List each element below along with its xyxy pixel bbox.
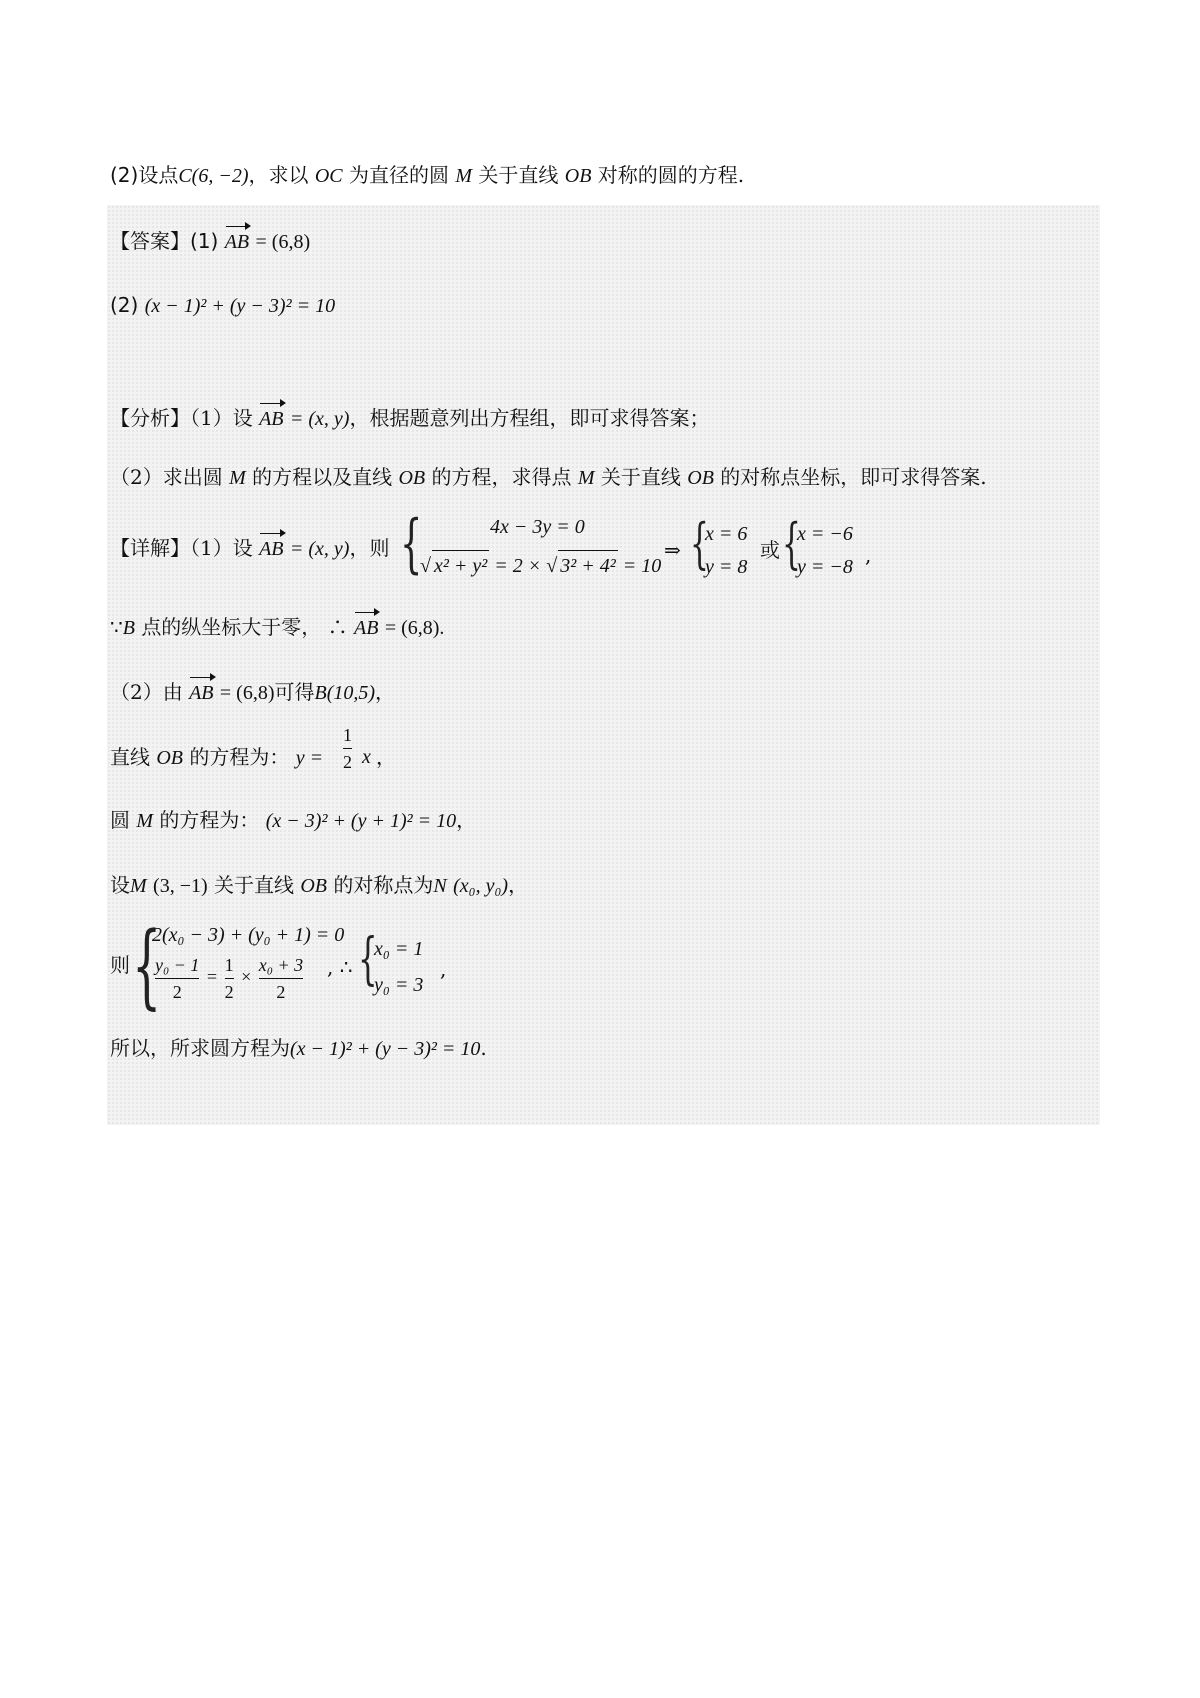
fraction-denominator: 2	[172, 982, 182, 1002]
detail-text: （1）设	[190, 536, 253, 560]
point-c: C(6, −2)	[178, 165, 249, 187]
fraction-denominator: 2	[343, 752, 352, 772]
circle-m: M	[136, 810, 154, 832]
line-ob: OB	[398, 467, 426, 489]
final-equation: (x − 1)² + (y − 3)² = 10	[290, 1038, 481, 1060]
solution3-y: y₀ = 3	[374, 974, 424, 996]
detail-text: （2）由	[110, 680, 183, 704]
point-m: M	[577, 467, 595, 489]
detail-line-1	[110, 533, 389, 564]
answer-part1-prefix: (1)	[190, 229, 219, 253]
detail-text: 设	[110, 873, 130, 897]
line-ob: OB	[687, 467, 714, 489]
solution1-x: x = 6	[705, 523, 748, 545]
solution-brace: {	[358, 927, 378, 992]
punctuation: .	[480, 1036, 487, 1060]
fraction-numerator: y₀ − 1	[155, 955, 200, 975]
detail-text: 关于直线	[214, 873, 294, 897]
because-symbol: ∵	[110, 615, 123, 639]
vector-ab: AB	[259, 404, 283, 434]
analysis-line-1	[110, 403, 709, 434]
answer-part2-prefix: (2)	[110, 293, 139, 317]
circle-equation: (x − 3)² + (y + 1)² = 10	[265, 810, 457, 832]
problem-text: 对称的圆的方程.	[597, 163, 745, 187]
solution3-x: x₀ = 1	[374, 938, 424, 960]
system1-row1: 4x − 3y = 0	[490, 516, 585, 538]
analysis-text: ，根据题意列出方程组，即可求得答案；	[349, 406, 710, 430]
point-n-coords: (x₀, y₀)	[453, 875, 509, 897]
point-m: M	[130, 875, 147, 897]
solution-brace: {	[690, 512, 709, 575]
detail-text: 的方程为：	[189, 745, 290, 769]
point-b: B	[122, 617, 135, 639]
line-ob: OB	[300, 875, 328, 897]
analysis-text: 的方程以及直线	[252, 465, 393, 489]
detail-text: 直线	[110, 745, 150, 769]
punctuation: ，	[456, 808, 477, 832]
analysis-text: （2）求出圆	[110, 465, 223, 489]
math-text: x	[362, 746, 371, 768]
detail-label: 【详解】	[110, 536, 190, 560]
solution1-y: y = 8	[705, 556, 748, 578]
analysis-text: 的方程，求得点	[431, 465, 572, 489]
math-text: =	[206, 966, 218, 987]
punctuation: ，	[508, 873, 529, 897]
answer-label: 【答案】	[110, 229, 190, 253]
problem-text: 设点	[138, 163, 179, 187]
fraction-numerator: 1	[224, 955, 234, 975]
analysis-label: 【分析】	[110, 406, 190, 430]
vector-ab: AB	[225, 227, 249, 257]
therefore-symbol: ∴	[327, 615, 348, 639]
math-text: = 10	[622, 555, 662, 577]
system2-row2	[152, 952, 306, 1005]
system-brace: {	[132, 912, 162, 1019]
implies-symbol: ⇒	[664, 538, 681, 562]
detail-line-final	[110, 1033, 487, 1064]
detail-text: 所以，所求圆方程为	[110, 1036, 290, 1060]
detail-line-part2	[110, 677, 395, 708]
therefore-symbol: , ∴	[327, 955, 353, 979]
answer-part1-value: = (6,8)	[255, 231, 311, 253]
or-text: 或	[760, 538, 780, 562]
detail-line-symmetric	[110, 870, 528, 901]
fraction-denominator: 2	[276, 982, 286, 1002]
segment-oc: OC	[314, 165, 343, 187]
detail-line-because	[110, 612, 444, 643]
detail-line-ob	[110, 742, 323, 773]
detail-text: 可得	[274, 680, 315, 704]
fraction	[340, 722, 355, 775]
math-text: y =	[295, 747, 324, 769]
fraction-denominator: 2	[224, 982, 234, 1002]
solution2-x: x = −6	[797, 523, 853, 545]
line-ob: OB	[156, 747, 184, 769]
circle-m: M	[229, 467, 246, 489]
analysis-text: 的对称点坐标，即可求得答案.	[720, 465, 987, 489]
system-brace: {	[400, 507, 423, 581]
detail-text: 圆	[110, 808, 130, 832]
point-m-coords: (3, −1)	[153, 875, 208, 897]
fraction-numerator: x₀ + 3	[258, 955, 304, 975]
problem-text: ，求以	[248, 163, 309, 187]
analysis-text: （1）设	[190, 406, 253, 430]
fraction-numerator: 1	[343, 725, 352, 745]
detail-vector-result: = (6,8).	[384, 617, 445, 639]
analysis-line-2	[110, 462, 987, 493]
sqrt-term: x² + y²	[432, 550, 489, 581]
circle-m: M	[455, 165, 473, 187]
detail-vector-value: = (6,8)	[219, 682, 275, 704]
analysis-text: 关于直线	[600, 465, 681, 489]
problem-prefix: (2)	[110, 163, 139, 187]
punctuation: ,	[440, 957, 447, 981]
line-ob: OB	[564, 165, 592, 187]
detail-line-circle	[110, 805, 476, 836]
analysis-vector-value: = (x, y)	[289, 408, 350, 430]
math-text: = 2 ×	[494, 555, 542, 577]
punctuation: ，	[375, 680, 396, 704]
detail-text: 点的纵坐标大于零，	[141, 615, 322, 639]
sqrt-term: 3² + 4²	[558, 550, 618, 581]
answer-part2-equation: (x − 1)² + (y − 3)² = 10	[144, 295, 336, 317]
detail-text: 的方程为：	[159, 808, 260, 832]
answer-line-2	[110, 290, 335, 321]
math-text: ×	[241, 966, 252, 987]
solution2-y: y = −8	[797, 556, 853, 578]
point-b-coords: B(10,5)	[314, 682, 376, 704]
detail-text: ，则	[349, 536, 390, 560]
punctuation: ,	[865, 543, 872, 567]
problem-line	[110, 160, 744, 191]
system1-row2: √ x² + y² = 2 × √ 3² + 4² = 10	[420, 550, 661, 581]
system2-row1: 2(x₀ − 3) + (y₀ + 1) = 0	[152, 924, 345, 946]
point-n: N	[433, 875, 447, 897]
solution-brace: {	[782, 512, 801, 575]
detail-text: 的对称点为	[333, 873, 434, 897]
vector-ab: AB	[354, 613, 378, 643]
vector-ab: AB	[259, 534, 283, 564]
problem-text: 关于直线	[478, 163, 559, 187]
problem-text: 为直径的圆	[349, 163, 450, 187]
detail-vector-value: = (x, y)	[289, 538, 350, 560]
answer-line-1	[110, 226, 310, 257]
detail-text: 则	[110, 953, 130, 977]
punctuation: ，	[376, 745, 396, 769]
vector-ab: AB	[189, 678, 213, 708]
